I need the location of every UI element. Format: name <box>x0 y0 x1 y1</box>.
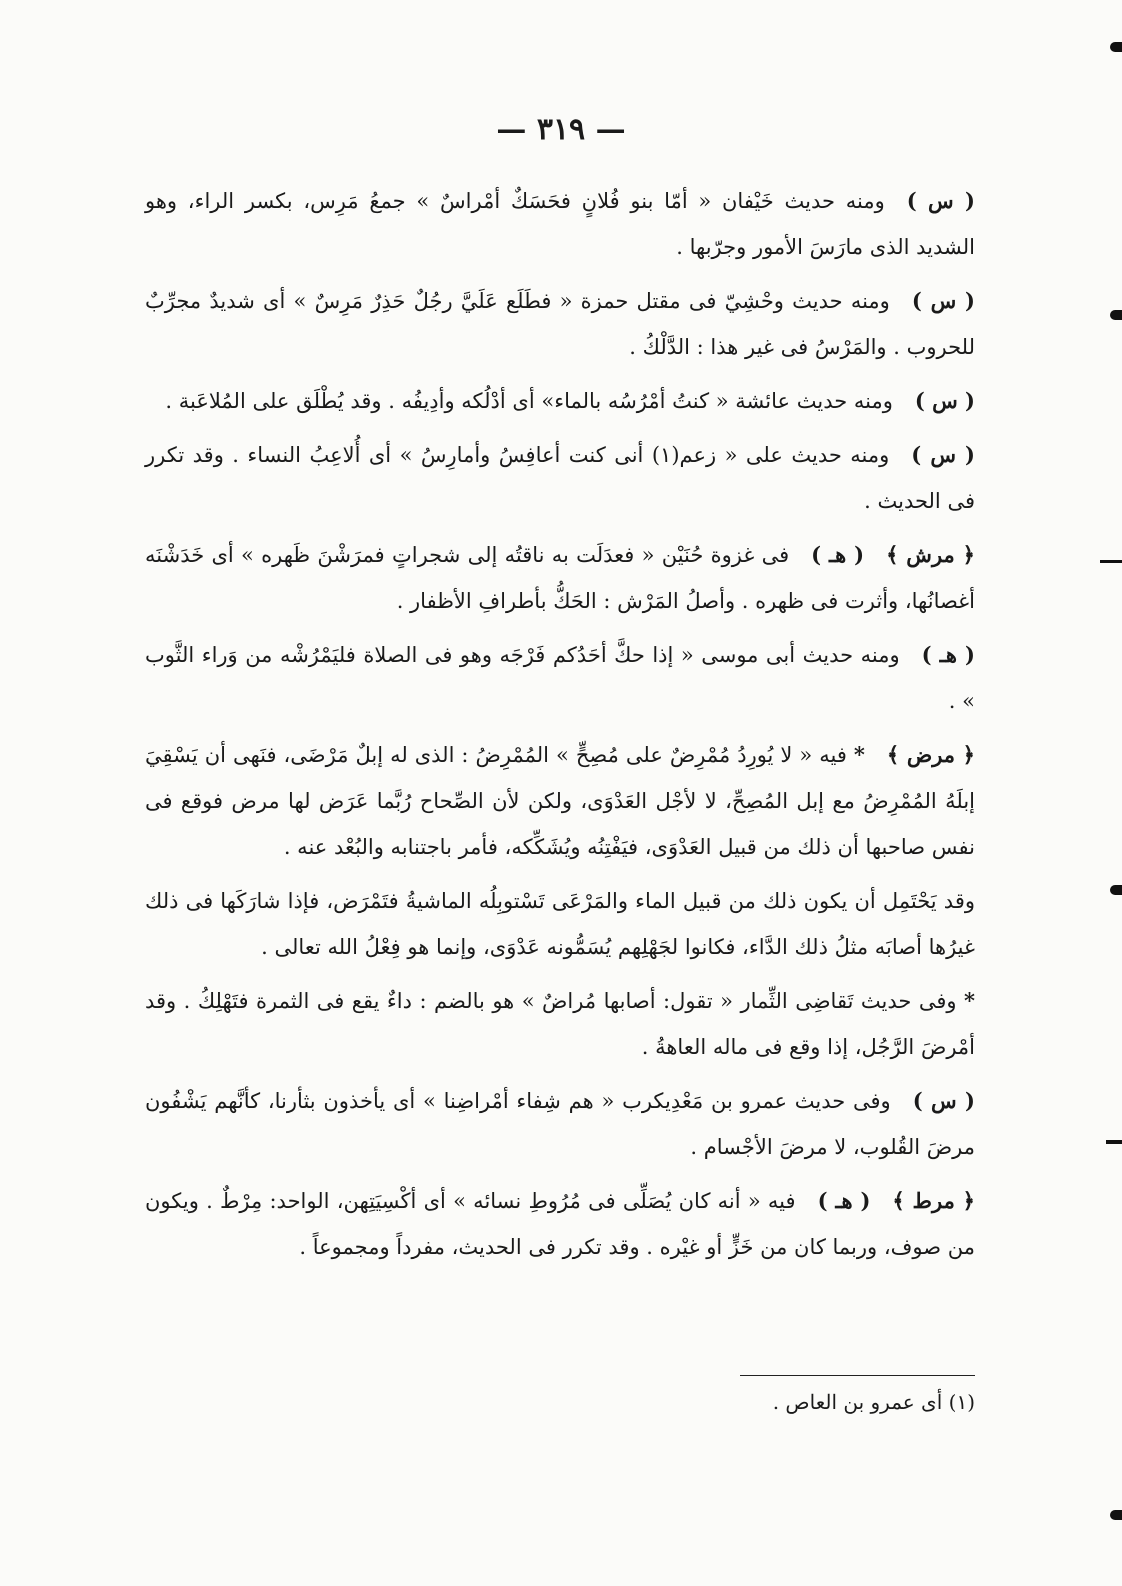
page-number: — ٣١٩ — <box>496 112 626 147</box>
root-heading: ﴿ مرش ﴾ <box>886 542 975 567</box>
source-tag: ( س ) <box>912 1088 975 1113</box>
scan-edge-mark <box>1110 310 1122 320</box>
paragraph-1 <box>145 178 975 270</box>
paragraph-10 <box>145 1078 975 1170</box>
paragraph-3 <box>145 378 975 424</box>
source-tag: ( س ) <box>914 388 975 413</box>
paragraph-text: وقد يَحْتَمِل أن يكون ذلك من قبيل الماء والمَرْعَى تَسْتوبِلُه الماشيةُ فتَمْرَض، فإذا شارَكَها فى ذلك غيرُها أصابَه مثلُ ذلك الدَّاء، فكانوا لجَهْلِهم يُسَمُّونه عَدْوَى، وإنما هو فِعْلُ الله تعالى . <box>145 889 975 959</box>
paragraph-text: ومنه حديث أبى موسى « إذا حكَّ أحَدُكم فَرْجَه وهو فى الصلاة فليَمْرُشْه من وَراء الثَّوب » . <box>145 643 975 713</box>
paragraph-8 <box>145 878 975 970</box>
scan-edge-mark <box>1110 42 1122 52</box>
root-heading: ﴿ مرض ﴾ <box>886 742 975 767</box>
scan-edge-mark <box>1110 1510 1122 1520</box>
paragraph-text: فيه « أنه كان يُصَلِّى فى مُرُوطِ نسائه » أى أكْسِيَتِهن، الواحد: مِرْطٌ . ويكون من صوف، وربما كان من خَزٍّ أو غيْره . وقد تكرر فى الحديث، مفرداً ومجموعاً . <box>145 1189 975 1259</box>
source-tag: ( س ) <box>906 188 975 213</box>
paragraph-text: وفى حديث عمرو بن مَعْدِيكرب « هم شِفاء أمْراضِنا » أى يأخذون بثأرنا، كأنَّهم يَشْفُون مرضَ القُلوب، لا مرضَ الأجْسام . <box>145 1089 975 1159</box>
source-tag: ( س ) <box>911 288 975 313</box>
paragraph-2 <box>145 278 975 370</box>
paragraph-text: ومنه حديث خَيْفان « أمّا بنو فُلانٍ فحَسَكٌ أمْراسٌ » جمعُ مَرِس، بكسر الراء، وهو الشديد الذى مارَسَ الأمور وجرّبها . <box>145 189 975 259</box>
source-tag: ( هـ ) <box>817 1188 871 1213</box>
star-marker: * <box>853 742 865 767</box>
paragraph-9 <box>145 978 975 1070</box>
paragraph-6 <box>145 632 975 724</box>
paragraph-text: ومنه حديث على « زعم(١) أنى كنت أعافِسُ وأمارِسُ » أى أُلاعِبُ النساء . وقد تكرر فى الحديث . <box>145 443 975 513</box>
scan-edge-mark <box>1106 1140 1122 1144</box>
paragraph-11 <box>145 1178 975 1270</box>
star-marker: * <box>964 988 975 1013</box>
source-tag: ( هـ ) <box>921 642 975 667</box>
root-heading: ﴿ مرط ﴾ <box>892 1188 975 1213</box>
footnote-divider <box>740 1375 975 1376</box>
source-tag: ( هـ ) <box>811 542 865 567</box>
paragraph-text: فى غزوة حُنَيْن « فعدَلَت به ناقتُه إلى شجراتٍ فمرَشْنَ ظَهره » أى خَدَشْنَه أغصانُها، وأثرت فى ظهره . وأصلُ المَرْش : الحَكُّ بأطرافِ الأظفار . <box>145 543 975 613</box>
paragraph-7 <box>145 732 975 870</box>
scan-edge-mark <box>1110 885 1122 895</box>
paragraph-text: ومنه حديث عائشة « كنتُ أمْرُسُه بالماء» أى أدْلُكه وأدِيفُه . وقد يُطْلَق على المُلاعَبة . <box>165 389 893 413</box>
scan-edge-mark <box>1100 560 1122 563</box>
paragraph-4 <box>145 432 975 524</box>
page-body <box>145 178 975 1278</box>
source-tag: ( س ) <box>911 442 975 467</box>
footnote: (١) أى عمرو بن العاص . <box>772 1390 975 1414</box>
paragraph-text: وفى حديث تَقاضِى الثِّمار « تقول: أصابها مُراضٌ » هو بالضم : داءٌ يقع فى الثمرة فتَهْلِكُ . وقد أمْرضَ الرَّجُل، إذا وقع فى ماله العاهةُ . <box>145 989 975 1059</box>
paragraph-text: فيه « لا يُورِدُ مُمْرِضٌ على مُصِحٍّ » المُمْرِضُ : الذى له إبلٌ مَرْضَى، فنَهى أن يَسْقِيَ إبلَهُ المُمْرِضُ مع إبل المُصِحِّ، لا لأجْل العَدْوَى، ولكن لأن الصِّحاح رُبَّما عَرَض لها مرض فوقع فى نفس صاحبها أن ذلك من قبيل العَدْوَى، فيَفْتِنُه ويُشَكِّكه، فأمر باجتنابه والبُعْد عنه . <box>145 743 975 859</box>
paragraph-text: ومنه حديث وحْشِيّ فى مقتل حمزة « فطَلَع عَلَيَّ رجُلٌ حَذِرٌ مَرِسٌ » أى شديدٌ مجرِّبٌ للحروب . والمَرْسُ فى غير هذا : الدَّلْكُ . <box>145 289 975 359</box>
paragraph-5 <box>145 532 975 624</box>
